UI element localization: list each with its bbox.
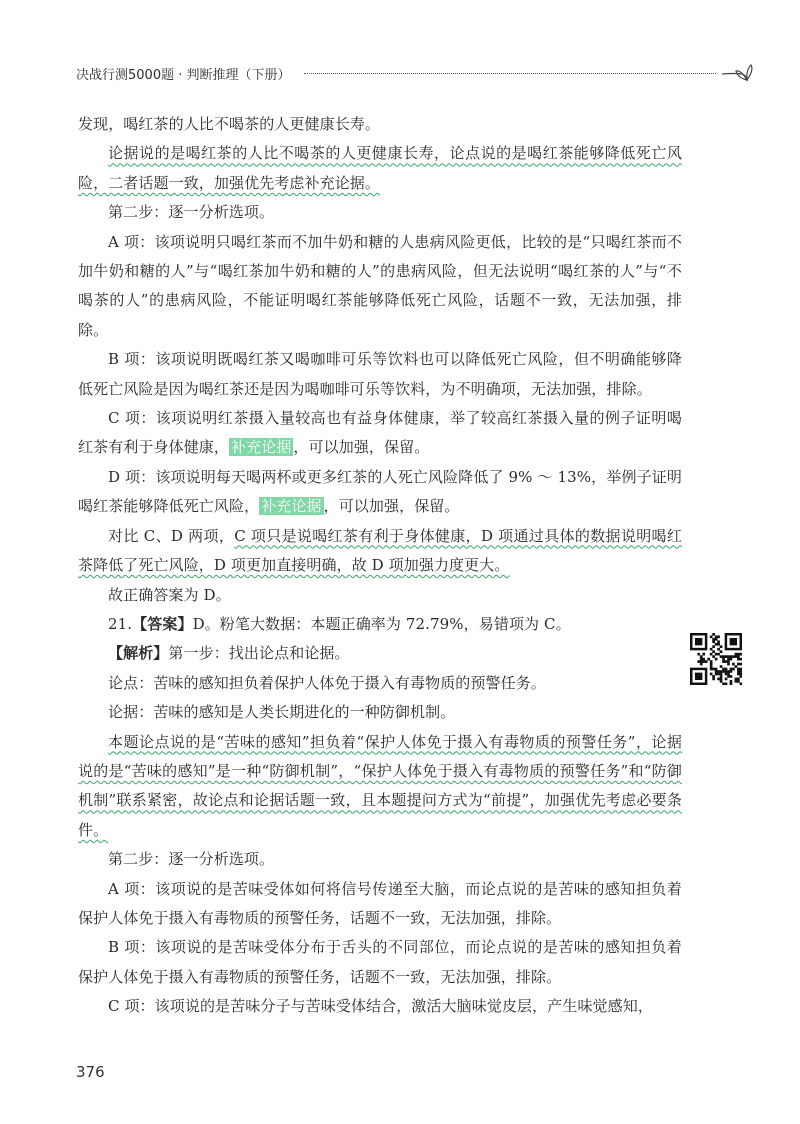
page-number: 376 (76, 1063, 105, 1081)
underlined-text: 论据说的是喝红茶的人比不喝茶的人更健康长寿，论点说的是喝红茶能够降低死亡风险，二者话题一致，加强优先考虑补充论据。 (78, 144, 682, 192)
paragraph-p6 (78, 404, 682, 463)
text-segment: ，可以加强，保留。 (293, 438, 430, 457)
text-segment: 第二步：逐一分析选项。 (108, 203, 275, 222)
text-segment: A 项：该项说的是苦味受体如何将信号传递至大脑，而论点说的是苦味的感知担负着保护人体免于摄入有毒物质的预警任务，话题不一致，无法加强，排除。 (78, 879, 682, 927)
text-segment: D 项：该项说明每天喝两杯或更多红茶的人死亡风险降低了 9% ～ 13%，举例子证明喝红茶能够降低死亡风险， (78, 467, 682, 516)
highlighted-term: 补充论据 (261, 497, 322, 516)
text-segment: 发现，喝红茶的人比不喝茶的人更健康长寿。 (78, 115, 381, 133)
text-segment: C 项：该项说的是苦味分子与苦味受体结合，激活大脑味觉皮层，产生味觉感知， (108, 997, 653, 1016)
text-segment: A 项：该项说明只喝红茶而不加牛奶和糖的人患病风险更低，比较的是“只喝红茶而不加牛奶和糖的人”与“喝红茶加牛奶和糖的人”的患病风险，但无法说明“喝红茶的人”与“不喝茶的人”的患病风险，不能证明喝红茶能够降低死亡风险，话题不一致，无法加强，排除。 (78, 232, 682, 339)
leaf-sprout-icon (720, 56, 756, 92)
paragraph-p2 (78, 139, 682, 198)
underlined-text: 本题论点说的是“苦味的感知”担负着“保护人体免于摄入有毒物质的预警任务”，论据说的是“苦味的感知”是一种“防御机制”，“保护人体免于摄入有毒物质的预警任务”和“防御机制”联系紧密，故论点和论据话题一致，且本题提问方式为“前提”，加强优先考虑必要条件。 (78, 732, 682, 839)
label-bracket: 【解析】 (108, 644, 169, 663)
paragraph-p11 (78, 639, 682, 668)
paragraph-p17 (78, 933, 682, 992)
paragraph-p10 (78, 610, 682, 639)
underlined-text: C 项只是说喝红茶有利于身体健康，D 项通过具体的数据说明喝红茶降低了死亡风险，D 项更加直接明确，故 D 项加强力度更大。 (78, 526, 682, 575)
paragraph-p16 (78, 875, 682, 934)
paragraph-p3 (78, 198, 682, 227)
text-segment: B 项：该项说明既喝红茶又喝咖啡可乐等饮料也可以降低死亡风险，但不明确能够降低死亡风险是因为喝红茶还是因为喝咖啡可乐等饮料，为不明确项，无法加强，排除。 (78, 350, 682, 398)
paragraph-p5 (78, 345, 682, 404)
text-segment: ，可以加强，保留。 (323, 497, 460, 516)
text-segment: C 项：该项说明红茶摄入量较高也有益身体健康，举了较高红茶摄入量的例子证明喝红茶有利于身体健康， (78, 409, 682, 457)
text-segment: 第二步：逐一分析选项。 (108, 850, 275, 869)
text-segment: 第一步：找出论点和论据。 (168, 644, 350, 663)
text-segment: 对比 C、D 两项， (108, 526, 235, 545)
text-segment: 21. (108, 614, 133, 633)
header-title: 决战行测5000题 · 判断推理（下册） (76, 68, 291, 83)
page-header (76, 56, 756, 92)
text-segment: 故正确答案为 D。 (108, 585, 231, 604)
header-rule (304, 73, 716, 74)
page-body (78, 110, 682, 1022)
paragraph-p18 (78, 992, 682, 1021)
paragraph-p14 (78, 728, 682, 846)
paragraph-p13 (78, 698, 682, 727)
qr-code-icon[interactable] (690, 633, 742, 685)
paragraph-p9 (78, 581, 682, 610)
highlighted-term: 补充论据 (231, 438, 292, 457)
paragraph-p15 (78, 845, 682, 874)
paragraph-p12 (78, 669, 682, 698)
text-segment: 论据：苦味的感知是人类长期进化的一种防御机制。 (108, 703, 456, 722)
paragraph-p1 (78, 110, 682, 139)
paragraph-p4 (78, 228, 682, 346)
text-segment: D。粉笔大数据：本题正确率为 72.79%，易错项为 C。 (192, 614, 571, 633)
label-bracket: 【答案】 (132, 614, 193, 633)
text-segment: 论点：苦味的感知担负着保护人体免于摄入有毒物质的预警任务。 (108, 673, 546, 692)
paragraph-p8 (78, 522, 682, 581)
text-segment: B 项：该项说的是苦味受体分布于舌头的不同部位，而论点说的是苦味的感知担负着保护人体免于摄入有毒物质的预警任务，话题不一致，无法加强，排除。 (78, 938, 682, 986)
paragraph-p7 (78, 463, 682, 522)
